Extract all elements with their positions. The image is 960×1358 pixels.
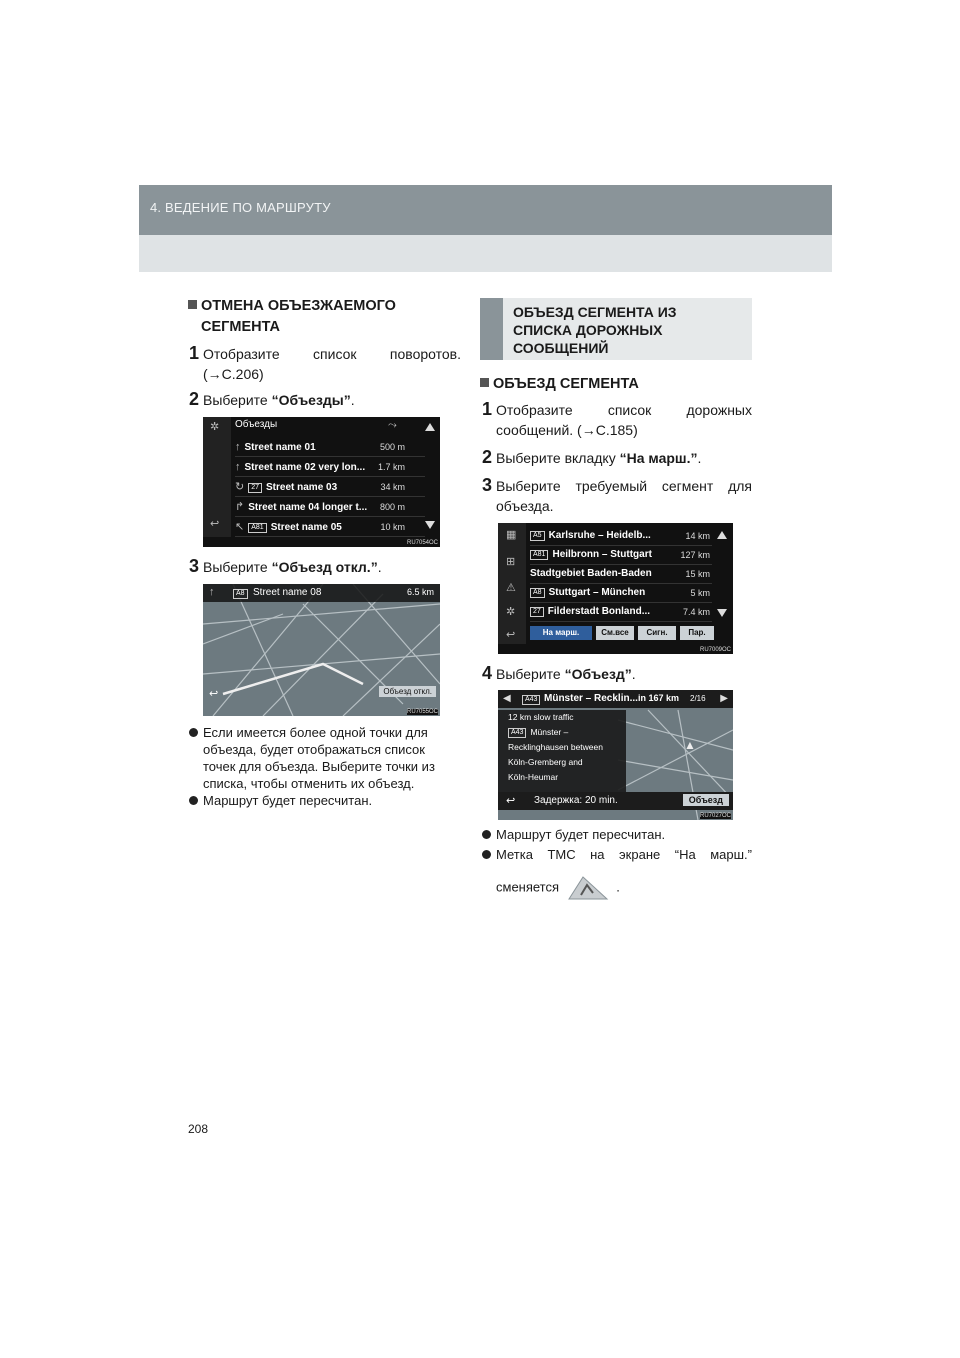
map-screen xyxy=(203,584,440,716)
settings-icon[interactable]: ✲ xyxy=(506,606,516,618)
tab-on-route[interactable]: На марш. xyxy=(530,626,592,640)
page-number: 208 xyxy=(188,1122,209,1136)
warning-icon[interactable]: ⚠ xyxy=(506,582,516,594)
back-icon[interactable]: ↩ xyxy=(506,629,516,641)
tmc-detour-icon xyxy=(565,875,611,901)
cancel-detour-button[interactable]: Объезд откл. xyxy=(379,686,436,697)
detail-top-bar: ◀ A43 Münster – Recklin... in 167 km 2/16 ▶ xyxy=(498,690,733,708)
left-step-3: 3 Выберите “Объезд откл.”. xyxy=(189,556,382,576)
traffic-item[interactable]: A8 Stuttgart – München 5 km xyxy=(530,584,712,603)
screen-title: Объезды xyxy=(235,419,278,430)
detour-icon: ⤳ xyxy=(388,419,397,431)
map-top-bar: ↑ A8 Street name 08 6.5 km xyxy=(203,584,440,602)
square-bullet-icon xyxy=(188,300,197,309)
traffic-detail-screen xyxy=(498,690,733,820)
traffic-item[interactable]: A81 Heilbronn – Stuttgart 127 km xyxy=(530,546,712,565)
left-bullet-2: Маршрут будет пересчитан. xyxy=(203,792,372,809)
back-icon[interactable]: ↩ xyxy=(506,795,516,807)
traffic-item[interactable]: A5 Karlsruhe – Heidelb... 14 km xyxy=(530,527,712,546)
page-counter: 2/16 xyxy=(690,694,706,703)
prev-arrow-icon[interactable]: ◀ xyxy=(503,693,511,704)
back-icon[interactable]: ↩ xyxy=(209,688,219,700)
traffic-warning-icon: ▲ xyxy=(684,738,696,752)
scroll-down-icon[interactable] xyxy=(425,521,435,529)
scroll-up-icon[interactable] xyxy=(717,531,727,539)
square-bullet-icon xyxy=(480,378,489,387)
list-item[interactable]: ↻ 27 Street name 03 34 km xyxy=(235,478,425,497)
distance: 6.5 km xyxy=(406,587,434,597)
right-step-2: 2 Выберите вкладку “На марш.”. xyxy=(482,447,702,467)
figure-id: RU7009OC xyxy=(699,647,731,653)
detail-bottom-bar xyxy=(498,792,733,810)
left-bullet-1: Если имеется более одной точки для объезда, будет отображаться список точек для объезда. Выберите точки из списка, чтобы отменить их объезд. xyxy=(203,724,461,792)
traffic-item[interactable]: 27 Filderstadt Bonland... 7.4 km xyxy=(530,603,712,622)
right-bullet-2: Метка ТМС на экране “На марш.” сменяется . xyxy=(496,846,752,901)
scroll-down-icon[interactable] xyxy=(717,609,727,617)
back-icon[interactable]: ↩ xyxy=(210,518,220,530)
scroll-up-icon[interactable] xyxy=(425,423,435,431)
traffic-list-screen xyxy=(498,523,733,654)
settings-icon[interactable]: ✲ xyxy=(210,421,220,433)
left-step-1: 1 Отобразите список поворотов. (→С.206) xyxy=(189,343,461,382)
tab-bar xyxy=(530,624,730,642)
tab-signals[interactable]: Сигн. xyxy=(638,626,676,640)
header-subbar xyxy=(139,235,832,272)
screen-sidebar xyxy=(203,417,231,537)
right-bullet-1: Маршрут будет пересчитан. xyxy=(496,826,665,843)
left-step-2: 2 Выберите “Объезды”. xyxy=(189,389,355,409)
figure-id: RU7054OC xyxy=(406,540,438,546)
tab-show-all[interactable]: См.все xyxy=(596,626,634,640)
distance: in 167 km xyxy=(638,693,680,703)
list-item[interactable]: ↑ Street name 01 500 m xyxy=(235,438,425,457)
detour-button[interactable]: Объезд xyxy=(683,794,729,806)
direction-arrow-icon: ↑ xyxy=(209,586,215,598)
right-step-3: 3 Выберите требуемый сегмент для объезда. xyxy=(482,475,752,514)
segment-title: Münster – Recklin... xyxy=(544,693,638,704)
section-box: ОБЪЕЗД СЕГМЕНТА ИЗ СПИСКА ДОРОЖНЫХ СООБЩЕНИЙ xyxy=(480,298,752,360)
tab-params[interactable]: Пар. xyxy=(680,626,714,640)
map-icon[interactable]: ▦ xyxy=(506,529,517,541)
next-arrow-icon[interactable]: ▶ xyxy=(720,693,728,704)
traffic-item[interactable]: Stadtgebiet Baden-Baden 15 km xyxy=(530,565,712,584)
right-step-1: 1 Отобразите список дорожных сообщений. (→С.185) xyxy=(482,399,752,438)
screen-sidebar xyxy=(498,523,526,644)
bullet-icon xyxy=(189,796,198,805)
message-panel: 12 km slow traffic A43 Münster – Recklinghausen between Köln-Gremberg and Köln-Heumar xyxy=(498,710,626,792)
bullet-icon xyxy=(482,850,491,859)
list-item[interactable]: ↑ Street name 02 very lon... 1.7 km xyxy=(235,458,425,477)
list-item[interactable]: ↖ A81 Street name 05 10 km xyxy=(235,518,425,537)
route-icon[interactable]: ⊞ xyxy=(506,556,516,568)
delay-text: Задержка: 20 min. xyxy=(534,795,618,806)
bullet-icon xyxy=(189,728,198,737)
bullet-icon xyxy=(482,830,491,839)
figure-id: RU7055OC xyxy=(406,709,438,715)
detours-screen xyxy=(203,417,440,547)
right-heading: ОБЪЕЗД СЕГМЕНТА xyxy=(480,374,639,395)
figure-id: RU7027OC xyxy=(699,813,731,819)
left-heading: ОТМЕНА ОБЪЕЗЖАЕМОГО СЕГМЕНТА xyxy=(188,296,460,338)
street-name: Street name 08 xyxy=(253,587,322,598)
section-title: 4. ВЕДЕНИЕ ПО МАРШРУТУ xyxy=(150,200,331,215)
list-item[interactable]: ↱ Street name 04 longer t... 800 m xyxy=(235,498,425,517)
right-step-4: 4 Выберите “Объезд”. xyxy=(482,663,636,683)
